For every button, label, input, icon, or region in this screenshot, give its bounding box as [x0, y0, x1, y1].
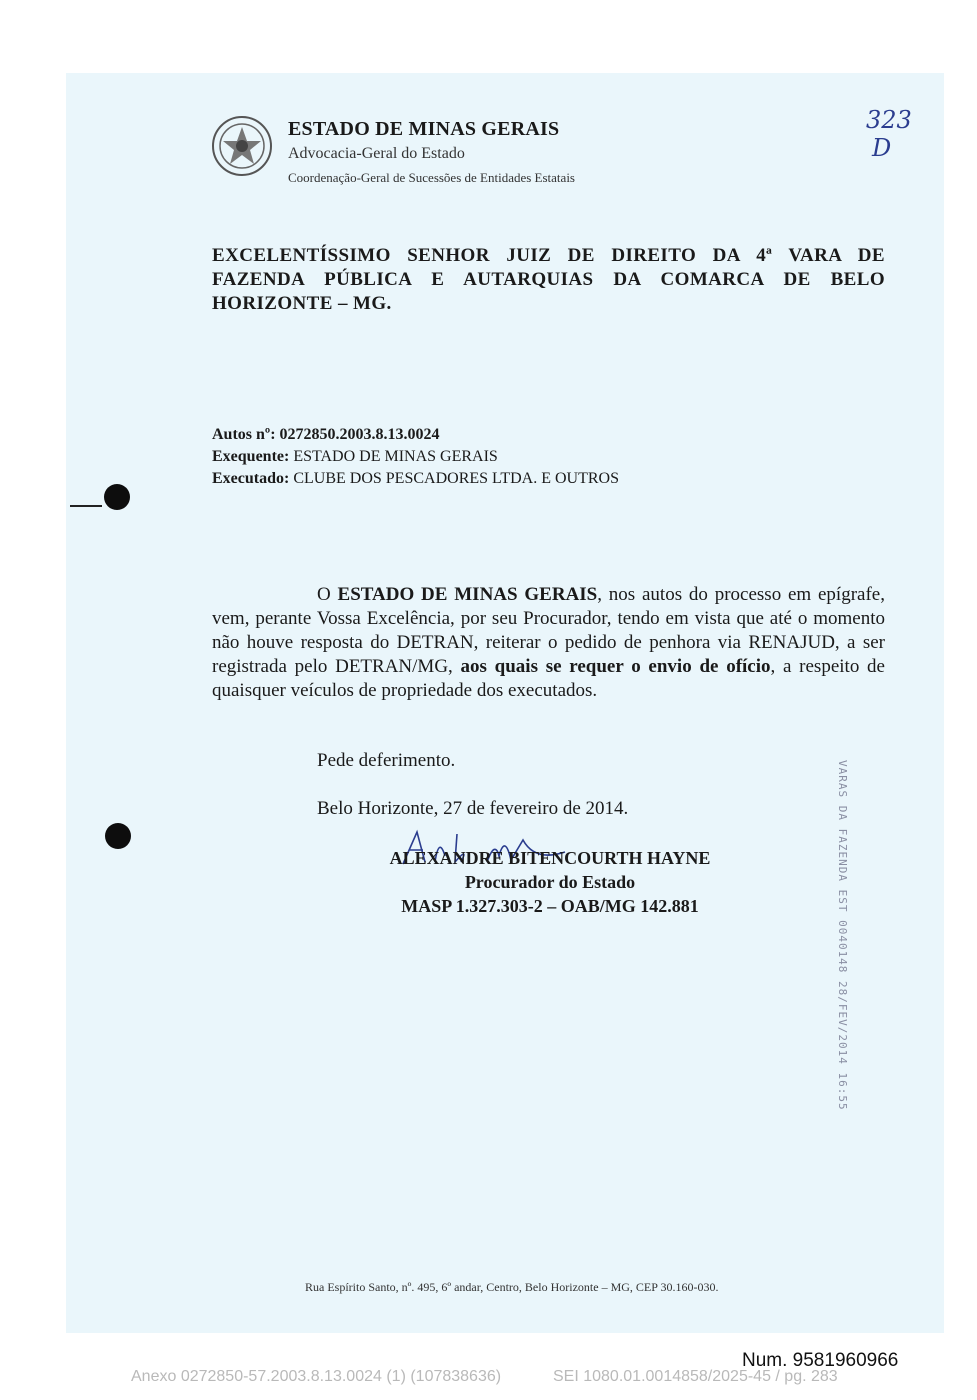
signatory-role: Procurador do Estado	[464, 872, 636, 892]
case-executado	[212, 468, 619, 490]
signatory-name: ALEXANDRE BITENCOURTH HAYNE	[389, 848, 711, 868]
org-subtitle-2: Coordenação-Geral de Sucessões de Entidades Estatais	[288, 170, 575, 185]
case-info	[212, 424, 619, 490]
state-seal-icon	[211, 115, 273, 177]
request-emphasis: aos quais se requer o envio de ofício	[460, 656, 771, 677]
footer-address: Rua Espírito Santo, nº. 495, 6º andar, Centro, Belo Horizonte – MG, CEP 30.160-030.	[305, 1280, 719, 1294]
page-mark-number: 323	[866, 106, 912, 134]
place-date: Belo Horizonte, 27 de fevereiro de 2014.	[317, 798, 629, 819]
protocol-stamp: VARAS DA FAZENDA EST 0040148 28/FEV/2014 16:55	[836, 760, 849, 1111]
annex-reference: Anexo 0272850-57.2003.8.13.0024 (1) (107838636)	[131, 1368, 502, 1385]
petition-body: O ESTADO DE MINAS GERAIS, nos autos do processo em epígrafe, vem, perante Vossa Excelência, por seu Procurador, tendo em vista que até o momento não houve resposta do DETRAN, reiterar o pedido de penhora via RENAJUD, a ser registrada pelo DETRAN/MG, aos quais se requer o envio de ofício, a respeito de quaisquer veículos de propriedade dos executados.	[212, 584, 885, 701]
page-mark-letter: D	[872, 134, 892, 162]
autos-label: Autos nº:	[212, 426, 276, 443]
sei-reference: SEI 1080.01.0014858/2025-45 / pg. 283	[553, 1368, 838, 1385]
addressee: EXCELENTÍSSIMO SENHOR JUIZ DE DIREITO DA 4ª VARA DE FAZENDA PÚBLICA E AUTARQUIAS DA COMARCA DE BELO HORIZONTE – MG.	[212, 245, 885, 314]
signature-block	[330, 846, 770, 918]
punch-hole-bottom	[105, 823, 131, 849]
executado-label: Executado:	[212, 470, 290, 487]
punch-mark-line	[70, 505, 102, 507]
punch-hole-top	[104, 484, 130, 510]
party-name: ESTADO DE MINAS GERAIS	[337, 584, 598, 605]
executado-value: CLUBE DOS PESCADORES LTDA. E OUTROS	[293, 470, 619, 487]
exequente-value: ESTADO DE MINAS GERAIS	[293, 448, 498, 465]
case-autos	[212, 424, 619, 446]
org-subtitle: Advocacia-Geral do Estado	[288, 145, 465, 162]
handwritten-page-mark	[858, 100, 928, 164]
autos-value: 0272850.2003.8.13.0024	[279, 426, 440, 443]
signatory-ids: MASP 1.327.303-2 – OAB/MG 142.881	[401, 896, 699, 916]
org-title: ESTADO DE MINAS GERAIS	[288, 118, 560, 140]
exequente-label: Exequente:	[212, 448, 290, 465]
case-exequente	[212, 446, 619, 468]
closing-request: Pede deferimento.	[317, 750, 456, 771]
document-number: Num. 9581960966	[742, 1350, 899, 1371]
